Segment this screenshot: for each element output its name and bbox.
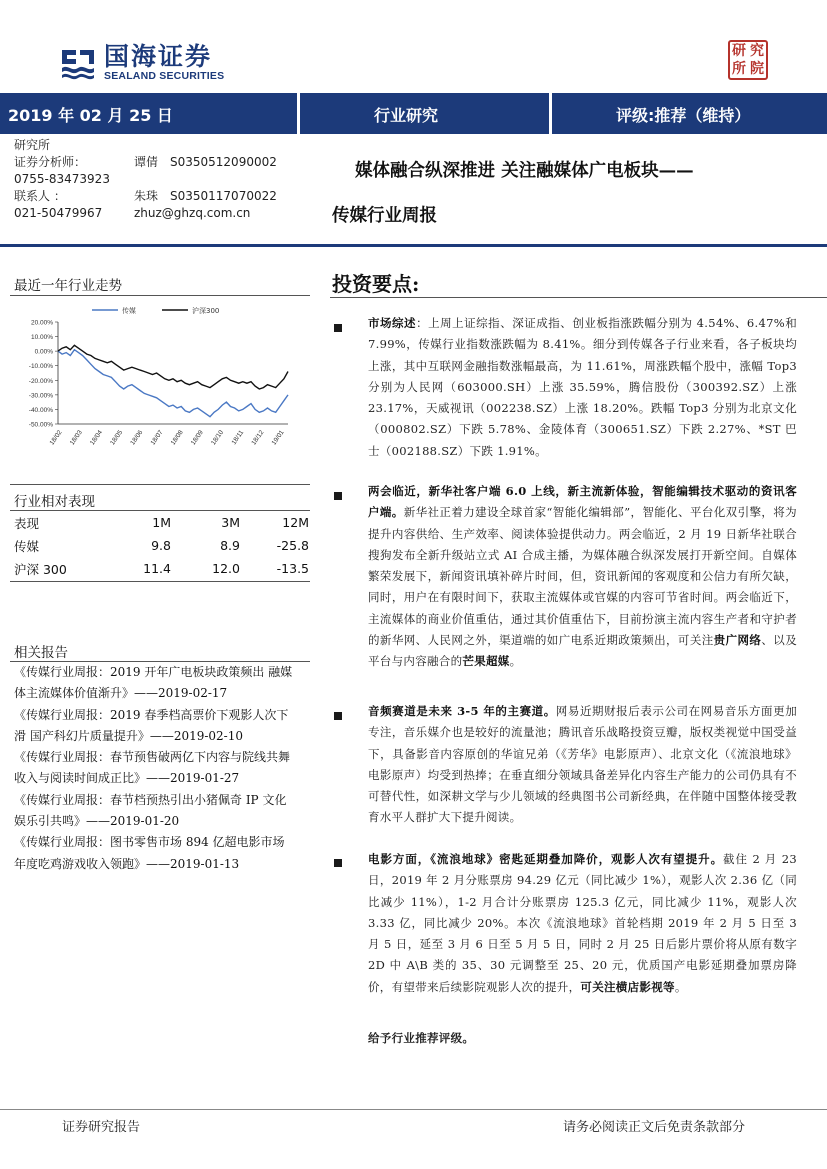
footer-right: 请务必阅读正文后免责条款部分	[563, 1120, 746, 1135]
banner-divider	[549, 93, 552, 134]
y-tick-label: 20.00%	[30, 319, 53, 327]
column-header: 1M	[152, 515, 171, 530]
y-tick-label: 0.00%	[34, 348, 53, 356]
bullet-icon	[334, 492, 342, 500]
footer-left: 证券研究报告	[62, 1120, 141, 1135]
research-institute-seal	[728, 40, 768, 80]
related-report-link[interactable]	[14, 662, 314, 705]
analyst-info	[14, 137, 277, 222]
table-cell: 传媒	[14, 538, 40, 554]
y-tick-label: -10.00%	[28, 363, 53, 371]
table-row	[14, 534, 310, 557]
key-point-lead: 电影方面，《流浪地球》密匙延期叠加降价，观影人次有望提升。	[368, 852, 724, 866]
report-line: 《传媒行业周报：2019 开年广电板块政策频出 融媒	[14, 665, 293, 679]
table-cell: -25.8	[276, 538, 309, 553]
x-tick-label: 18/04	[88, 429, 105, 447]
report-title-line1: 媒体融合纵深推进 关注融媒体广电板块——	[355, 161, 694, 181]
key-point-two-sessions	[368, 481, 797, 673]
legend-label: 传媒	[122, 307, 136, 315]
logo-chinese-name: 国海证券	[104, 42, 213, 71]
key-point-lead: 市场综述	[368, 316, 417, 330]
report-line: 《传媒行业周报：春节档预热引出小猪佩奇 IP 文化	[14, 792, 287, 807]
seal-char: 研	[732, 43, 746, 59]
analyst-id: S0350512090002	[170, 155, 277, 169]
key-point-text: 新华社正着力建设全球首家“智能化编辑部”，智能化、平台化双引擎，将为提升内容供给、生产效率、阅读体验提供动力。两会临近，2 月 19 日新华社联合搜狗发布全新升级站立式 AI 合成主播，为媒体融合纵深发展打开新空间。自媒体繁荣发展下，新闻资讯填补碎片时间，但，资讯新闻的客观度和公信力有所欠缺，同时，用户在有限时间下，获取主流媒体或官媒的内容可节省时间。两会临近下，主流媒体的商业价值重估，通过其价值重估下，目前扮演主流内容生产者和守护者的新华网、人民网之外，渠道端的如广电系近期政策频出，可关注	[368, 505, 797, 648]
key-point-audio	[368, 701, 797, 829]
report-line: 滑 国产科幻片质量提升》——2019-02-10	[14, 728, 244, 743]
table-cell: 9.8	[151, 538, 171, 553]
section-divider	[10, 295, 310, 296]
column-header: 12M	[282, 515, 309, 530]
x-tick-label: 19/01	[270, 429, 286, 447]
stock-highlight: 芒果超媒	[462, 654, 510, 669]
seal-char: 所	[732, 61, 746, 77]
x-tick-label: 18/12	[250, 429, 266, 447]
report-rating: 评级:推荐（维持）	[616, 106, 751, 125]
report-date: 2019 年 02 月 25 日	[8, 106, 173, 125]
y-tick-label: -20.00%	[28, 377, 53, 385]
report-line: 收入与阅读时间成正比》——2019-01-27	[14, 771, 240, 786]
contact-id: S0350117070022	[170, 189, 277, 203]
analyst-name: 谭倩	[134, 155, 159, 169]
table-cell: 12.0	[212, 561, 240, 576]
x-tick-label: 18/02	[48, 429, 64, 447]
legend-label: 沪深300	[192, 307, 220, 315]
stock-highlight: 可关注横店影视等	[580, 979, 675, 994]
bullet-icon	[334, 324, 342, 332]
section-divider	[10, 581, 310, 582]
performance-heading: 行业相对表现	[14, 494, 95, 510]
company-logo	[58, 44, 224, 82]
key-points-heading: 投资要点:	[332, 272, 420, 296]
trend-heading: 最近一年行业走势	[14, 278, 122, 294]
table-cell: 沪深 300	[14, 561, 67, 577]
banner-divider	[297, 93, 300, 134]
report-line: 体主流媒体价值渐升》——2019-02-17	[14, 686, 228, 701]
table-row	[14, 557, 310, 580]
stock-highlight: 贵广网络	[713, 633, 762, 648]
x-tick-label: 18/07	[149, 429, 165, 447]
report-title-line2: 传媒行业周报	[332, 206, 437, 226]
analyst-label: 证券分析师：	[14, 155, 87, 169]
y-tick-label: 10.00%	[30, 334, 53, 342]
contact-email: zhuz@ghzq.com.cn	[134, 206, 251, 220]
y-tick-label: -40.00%	[28, 406, 53, 414]
key-point-text: 。	[674, 979, 687, 994]
related-heading: 相关报告	[14, 645, 68, 661]
table-cell: -13.5	[276, 561, 309, 576]
footer-divider	[0, 1109, 827, 1110]
logo-english-name: SEALAND SECURITIES	[104, 70, 225, 82]
key-point-text: 网易近期财报后表示公司在网易音乐方面更加专注，音乐媒介也是较好的流量池；腾讯音乐战略投资豆瓣，版权类视觉中国受益下，具备影音内容原创的华谊兄弟（《芳华》电影原声）、北京文化（《流浪地球》电影原声）均受到热捧；在垂直细分领域具备差异化内容生产能力的公司仍具有不可替代性，如深耕文学与少儿领域的经典图书公司新经典，在伴随中国整体接受教育水平人群扩大下提升阅读。	[368, 704, 797, 825]
header-divider	[0, 244, 827, 247]
report-type: 行业研究	[374, 106, 439, 125]
table-cell: 11.4	[143, 561, 171, 576]
sealand-logo-icon	[58, 46, 98, 80]
key-point-lead: 两会临近，新华社客户端 6.0 上线，新主流新体验，智能编辑技术驱动的资讯客户端。	[368, 484, 797, 520]
x-tick-label: 18/06	[129, 429, 145, 447]
column-header: 表现	[14, 515, 40, 531]
seal-char: 究	[750, 43, 764, 59]
trend-chart-svg	[12, 300, 310, 470]
y-tick-label: -30.00%	[28, 392, 53, 400]
key-point-text: 截住 2 月 23 日，2019 年 2 月分账票房 94.29 亿元（同比减少 1%），观影人次 2.36 亿（同比减少 11%），1-2 月合计分账票房 125.3 亿元，同比减少 11%，观影人次 3.33 亿，同比减少 20%。本次《流浪地球》首轮档期 2019 年 2 月 5 日至 3 月 5 日，延至 3 月 6 日至 5 月 5 日，同时 2 月 25 日后影片票价将从原有数字 2D 中 A\B 类的 35、30 元调整至 25、20 元，优质国产电影延期叠加票房降价，有望带来后续影院观影人次的提升，	[368, 852, 797, 994]
report-line: 年度吃鸡游戏收入领跑》——2019-01-13	[14, 856, 240, 871]
contact-label: 联系人 ：	[14, 189, 66, 203]
trend-chart	[12, 300, 310, 470]
seal-char: 院	[750, 61, 764, 77]
x-tick-label: 18/05	[109, 429, 125, 447]
section-divider	[10, 484, 310, 485]
key-point-lead: 音频赛道是未来 3-5 年的主赛道。	[368, 704, 556, 718]
header-banner	[0, 93, 827, 134]
table-cell: 8.9	[220, 538, 240, 553]
key-point-film	[368, 849, 797, 998]
x-tick-label: 18/03	[68, 429, 84, 447]
report-line: 娱乐引共鸣》——2019-01-20	[14, 814, 180, 829]
section-divider	[330, 297, 827, 298]
bullet-icon	[334, 859, 342, 867]
x-tick-label: 18/09	[189, 429, 205, 447]
key-point-market-review	[368, 313, 797, 462]
report-line: 《传媒行业周报：2019 春季档高票价下观影人次下	[14, 707, 289, 722]
related-report-link[interactable]	[14, 832, 314, 875]
related-report-link[interactable]	[14, 705, 314, 748]
report-line: 《传媒行业周报：图书零售市场 894 亿超电影市场	[14, 835, 285, 850]
bullet-icon	[334, 712, 342, 720]
x-tick-label: 18/10	[210, 429, 226, 447]
x-tick-label: 18/11	[230, 429, 246, 447]
contact-phone: 021-50479967	[14, 206, 103, 220]
dept-label: 研究所	[14, 138, 51, 152]
related-report-link[interactable]	[14, 790, 314, 833]
related-reports-list	[14, 662, 314, 875]
rating-conclusion: 给予行业推荐评级。	[368, 1031, 475, 1045]
contact-name: 朱珠	[134, 189, 159, 203]
column-header: 3M	[221, 515, 240, 530]
analyst-phone: 0755-83473923	[14, 172, 110, 186]
key-point-text: 。	[509, 654, 522, 669]
table-header-row	[14, 511, 310, 534]
performance-table	[14, 511, 310, 580]
x-tick-label: 18/08	[169, 429, 185, 447]
series-line	[58, 345, 288, 389]
key-point-text: ：上周上证综指、深证成指、创业板指涨跌幅分别为 4.54%、6.47%和 7.99%，传媒行业指数涨跌幅为 8.41%。细分到传媒各子行业来看，各子板块均上涨，其中互联网金融指数涨幅最高，为 11.61%，周涨跌幅个股中，涨幅 Top3 分别为人民网（603000.SH）上涨 35.59%，腾信股份（300392.SZ）上涨 23.17%，天威视讯（002238.SZ）上涨 18.20%。跌幅 Top3 分别为北京文化（000802.SZ）下跌 5.78%、金陵体育（300651.SZ）下跌 2.27%、*ST 巴士（002188.SZ）下跌 1.91%。	[368, 316, 797, 458]
related-report-link[interactable]	[14, 747, 314, 790]
key-point-text: 、以及平台与内容融合的	[368, 633, 797, 669]
report-line: 《传媒行业周报：春节预售破两亿下内容与院线共舞	[14, 750, 291, 765]
series-line	[58, 350, 288, 417]
y-tick-label: -50.00%	[28, 421, 53, 429]
